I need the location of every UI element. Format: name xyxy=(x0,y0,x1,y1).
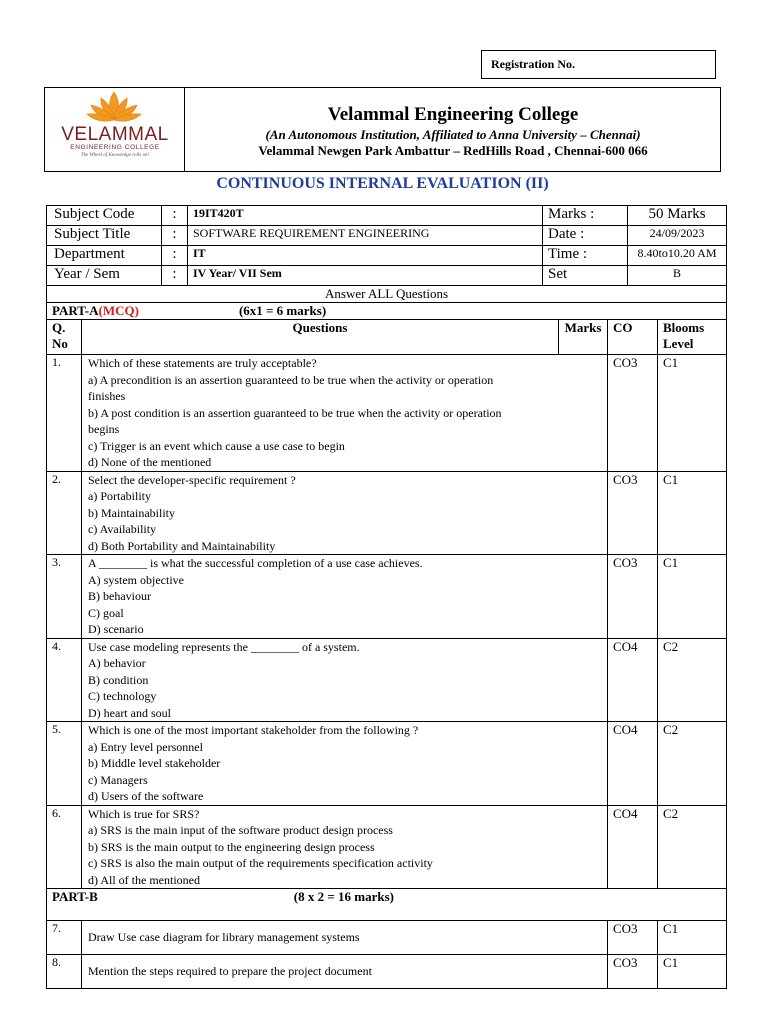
question-option: c) Managers xyxy=(88,772,148,787)
part-b-header xyxy=(47,889,727,921)
colon: : xyxy=(162,226,188,246)
instructions-row xyxy=(47,286,727,303)
question-co: CO3 xyxy=(608,471,658,555)
question-option: c) Availability xyxy=(88,522,157,536)
question-stem: Which is true for SRS? xyxy=(88,806,200,821)
question-row xyxy=(47,955,727,989)
question-stem: A ________ is what the successful completion of a use case achieves. xyxy=(88,556,423,570)
question-row xyxy=(47,805,727,889)
department-label: Department xyxy=(47,246,162,266)
question-co: CO3 xyxy=(608,355,658,472)
col-qno: Q. No xyxy=(47,320,82,355)
subject-title-value: SOFTWARE REQUIREMENT ENGINEERING xyxy=(188,226,543,246)
year-sem-label: Year / Sem xyxy=(47,266,162,286)
college-header xyxy=(44,87,721,172)
question-option: a) A precondition is an assertion guaranteed to be true when the activity or operation xyxy=(88,372,494,387)
date-value: 24/09/2023 xyxy=(628,226,727,246)
question-blooms: C1 xyxy=(658,355,727,472)
college-logo xyxy=(45,88,185,171)
question-option: b) A post condition is an assertion guaranteed to be true when the activity or operation xyxy=(88,405,502,420)
question-number: 5. xyxy=(47,722,82,806)
question-number: 3. xyxy=(47,555,82,639)
college-address: Velammal Newgen Park Ambattur – RedHills Road , Chennai-600 066 xyxy=(258,143,648,158)
colon: : xyxy=(162,246,188,266)
question-co: CO3 xyxy=(608,955,658,989)
logo-wordmark: VELAMMAL xyxy=(61,124,169,145)
question-option: begins xyxy=(88,422,120,436)
question-option: C) technology xyxy=(88,689,157,703)
year-sem-value: IV Year/ VII Sem xyxy=(188,266,543,286)
question-blooms: C1 xyxy=(658,955,727,989)
col-marks: Marks xyxy=(559,320,608,355)
part-a-title xyxy=(47,303,727,320)
logo-subtitle: ENGINEERING COLLEGE xyxy=(70,144,160,151)
subject-code-value: 19IT420T xyxy=(188,206,543,226)
question-option: C) goal xyxy=(88,605,124,620)
question-number: 8. xyxy=(47,955,82,989)
part-a-label: PART-A xyxy=(52,303,99,318)
question-option: c) SRS is also the main output of the requirements specification activity xyxy=(88,856,433,870)
info-row-department xyxy=(47,246,727,266)
time-label: Time : xyxy=(543,246,628,266)
time-value: 8.40to10.20 AM xyxy=(628,246,727,266)
info-row-subject-code xyxy=(47,206,727,226)
part-b-marks: (8 x 2 = 16 marks) xyxy=(293,889,394,904)
question-co: CO4 xyxy=(608,638,658,722)
college-affiliation: (An Autonomous Institution, Affiliated to Anna University – Chennai) xyxy=(265,127,641,142)
info-row-subject-title xyxy=(47,226,727,246)
registration-number-box: Registration No. xyxy=(481,50,716,79)
logo-tagline: The Wheel of Knowledge rolls on! xyxy=(80,153,150,158)
question-option: d) All of the mentioned xyxy=(88,872,200,887)
question-row xyxy=(47,722,727,806)
colon: : xyxy=(162,266,188,286)
question-text xyxy=(82,355,608,472)
question-option: b) Maintainability xyxy=(88,505,175,520)
question-text: Draw Use case diagram for library management systems xyxy=(82,921,608,955)
set-value: B xyxy=(628,266,727,286)
col-questions: Questions xyxy=(82,320,559,355)
question-row xyxy=(47,555,727,639)
question-option: D) scenario xyxy=(88,622,144,636)
question-row xyxy=(47,471,727,555)
question-option: d) Both Portability and Maintainability xyxy=(88,538,276,553)
question-blooms: C2 xyxy=(658,805,727,889)
question-option: d) Users of the software xyxy=(88,789,204,803)
question-option: A) behavior xyxy=(88,656,146,670)
question-blooms: C2 xyxy=(658,722,727,806)
col-co: CO xyxy=(608,320,658,355)
question-co: CO4 xyxy=(608,805,658,889)
instructions: Answer ALL Questions xyxy=(47,286,727,303)
question-stem: Which is one of the most important stakeholder from the following ? xyxy=(88,723,419,737)
part-a-header xyxy=(47,303,727,320)
part-a-marks: (6x1 = 6 marks) xyxy=(238,303,327,318)
question-option: b) Middle level stakeholder xyxy=(88,756,221,770)
question-text: Mention the steps required to prepare the project document xyxy=(82,955,608,989)
column-header-row xyxy=(47,320,727,355)
lotus-icon xyxy=(45,88,184,128)
question-number: 7. xyxy=(47,921,82,955)
questions-table xyxy=(46,285,727,989)
part-a-mcq: (MCQ) xyxy=(98,303,139,318)
question-text xyxy=(82,471,608,555)
question-blooms: C2 xyxy=(658,638,727,722)
question-number: 4. xyxy=(47,638,82,722)
marks-value: 50 Marks xyxy=(628,206,727,226)
question-number: 2. xyxy=(47,471,82,555)
question-number: 6. xyxy=(47,805,82,889)
question-option: A) system objective xyxy=(88,572,184,587)
question-row xyxy=(47,921,727,955)
exam-title: CONTINUOUS INTERNAL EVALUATION (II) xyxy=(216,175,549,192)
set-label: Set xyxy=(543,266,628,286)
college-name: Velammal Engineering College xyxy=(327,104,579,125)
question-co: CO4 xyxy=(608,722,658,806)
question-number: 1. xyxy=(47,355,82,472)
question-option: finishes xyxy=(88,389,126,403)
question-text xyxy=(82,638,608,722)
question-option: B) behaviour xyxy=(88,589,151,603)
question-blooms: C1 xyxy=(658,921,727,955)
question-stem: Select the developer-specific requirement ? xyxy=(88,472,296,487)
subject-info-table xyxy=(46,205,727,286)
question-co: CO3 xyxy=(608,555,658,639)
question-row xyxy=(47,638,727,722)
part-b-title xyxy=(47,889,727,921)
question-stem: Use case modeling represents the ________ of a system. xyxy=(88,639,360,654)
question-option: a) Entry level personnel xyxy=(88,739,203,754)
question-row xyxy=(47,355,727,472)
question-option: d) None of the mentioned xyxy=(88,455,212,469)
question-blooms: C1 xyxy=(658,555,727,639)
question-option: b) SRS is the main output to the engineering design process xyxy=(88,839,375,854)
question-blooms: C1 xyxy=(658,471,727,555)
part-b-label: PART-B xyxy=(52,889,98,904)
question-co: CO3 xyxy=(608,921,658,955)
question-option: D) heart and soul xyxy=(88,705,171,720)
department-value: IT xyxy=(188,246,543,266)
colon: : xyxy=(162,206,188,226)
question-text xyxy=(82,805,608,889)
question-option: a) SRS is the main input of the software product design process xyxy=(88,823,393,837)
marks-label: Marks : xyxy=(543,206,628,226)
question-text xyxy=(82,722,608,806)
info-row-year-sem xyxy=(47,266,727,286)
question-stem: Which of these statements are truly acceptable? xyxy=(88,356,317,370)
subject-title-label: Subject Title xyxy=(47,226,162,246)
date-label: Date : xyxy=(543,226,628,246)
question-option: a) Portability xyxy=(88,489,151,503)
question-option: c) Trigger is an event which cause a use case to begin xyxy=(88,438,345,453)
question-text xyxy=(82,555,608,639)
col-blooms: Blooms Level xyxy=(658,320,727,355)
subject-code-label: Subject Code xyxy=(47,206,162,226)
question-option: B) condition xyxy=(88,672,149,687)
